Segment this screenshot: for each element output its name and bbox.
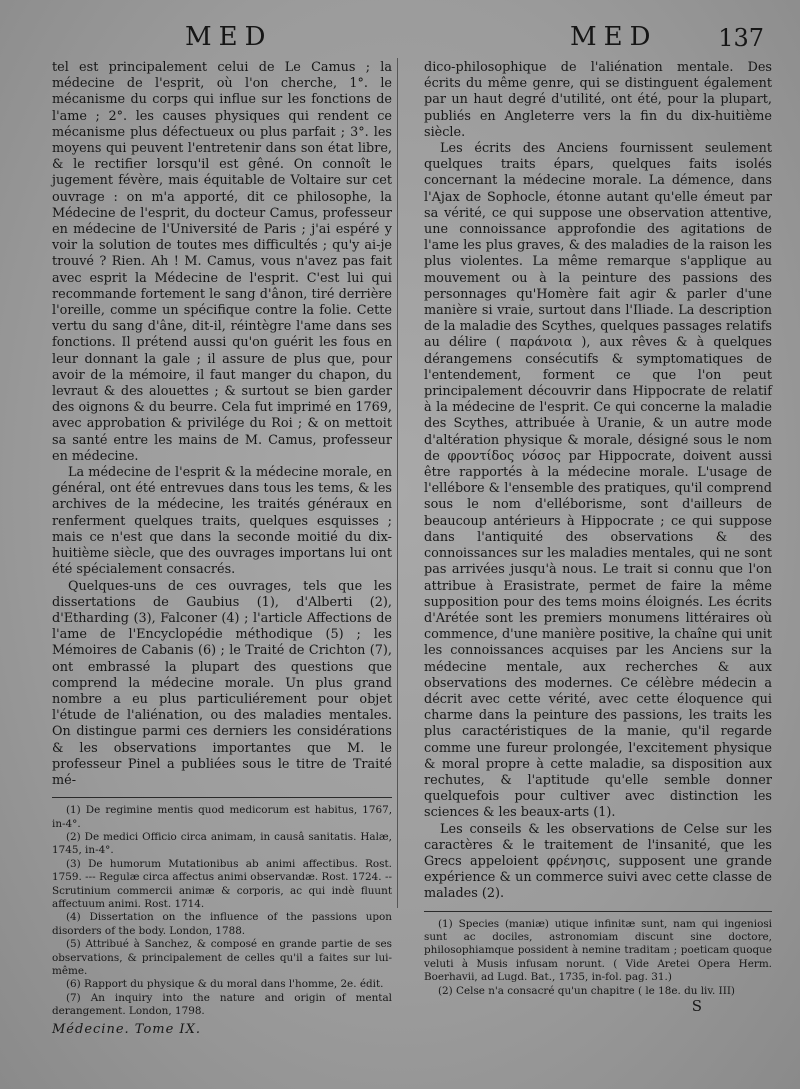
footnote-right-1: (1) Species (maniæ) utique infinitæ sunt, nam qui ingeniosi sunt ac dociles, astronomiam discunt sine doctore, philosophiamque possident à nemine traditam ; poeticam quoque veluti à Musis infusam norunt. ( Vide Aretei Opera Herm. Boerhavii, ad Lugd. Bat., 1735, in-fol. pag. 31.) (424, 917, 772, 984)
right-paragraph-2: Les écrits des Anciens fournissent seulement quelques traits épars, quelques faits isolés concernant la médecine morale. La démence, dans l'Ajax de Sophocle, étonne autant qu'elle émeut par sa vérité, ce qui suppose une observation attentive, une connoissance approfondie des agitations de l'ame les plus graves, & des maladies de la raison les plus violentes. La même remarque s'applique au mouvement ou à la peinture des passions des personnages qu'Homère fait agir & parler d'une manière si vraie, surtout dans l'Iliade. La description de la maladie des Scythes, quelques passages relatifs au délire ( παράνοια ), aux rêves & à quelques dérangemens consécutifs & symptomatiques de l'entendement, forment ce que l'on peut principalement découvrir dans Hippocrate de relatif à la médecine de l'esprit. Ce qui concerne la maladie des Scythes, attribuée à Uranie, & un autre mode d'altération physique & morale, désigné sous le nom de φροντίδος νόσος par Hippocrate, doivent aussi être rapportés à la médecine morale. L'usage de l'ellébore & l'ensemble des pratiques, qu'il comprend sous le nom d'elléborisme, sont d'ailleurs de beaucoup antérieurs à Hippocrate ; ce qui suppose dans l'antiquité des observations & des connoissances sur les maladies mentales, qui ne sont pas arrivées jusqu'à nous. Le trait si connu que l'on attribue à Erasistrate, permet de faire la même supposition pour des tems moins éloignés. Les écrits d'Arétée sont les premiers monumens littéraires où commence, d'une manière positive, la chaîne qui unit les connoissances acquises par les Anciens sur la médecine mentale, aux recherches & aux observations des modernes. Ce célèbre médecin a décrit avec cette vérité, avec cette éloquence qui charme dans la peinture des passions, les traits les plus caractéristiques de la manie, qu'il regarde comme une fureur prolongée, l'excitement physique & moral propre à cette maladie, sa disposition aux rechutes, & l'aptitude qu'elle semble donner quelquefois pour cultiver avec distinction les sciences & les beaux-arts (1). (424, 141, 772, 821)
signature-mark: S (691, 997, 702, 1015)
right-footnotes (424, 918, 772, 998)
right-paragraph-1: dico-philosophique de l'aliénation mentale. Des écrits du même genre, qui se distinguent également par un haut degré d'utilité, ont été, pour la plupart, publiés en Angleterre vers la fin du dix-huitième siècle. (424, 60, 772, 140)
footnote-right-2: (2) Celse n'a consacré qu'un chapitre ( le 18e. du liv. III) (438, 984, 735, 997)
text-columns (40, 60, 772, 1038)
footnote-6: (6) Rapport du physique & du moral dans l'homme, 2e. édit. (66, 978, 384, 991)
column-divider (397, 58, 398, 908)
page-number: 137 (718, 24, 764, 52)
running-head (40, 22, 772, 54)
running-head-right: MED (570, 22, 658, 52)
left-footnotes (52, 804, 392, 1019)
left-paragraph-1: tel est principalement celui de Le Camus ; la médecine de l'esprit, où l'on cherche, 1°. le mécanisme du corps qui influe sur les fonctions de l'ame ; 2°. les causes physiques qui rendent ce mécanisme plus défectueux ou plus parfait ; 3°. les moyens qui peuvent l'entretenir dans son état libre, & le rectifier lorsqu'il est gêné. On connoît le jugement févère, mais équitable de Voltaire sur cet ouvrage : on m'a apporté, dit ce philosophe, la Médecine de l'esprit, du docteur Camus, professeur en médecine de l'Université de Paris ; j'ai espéré y voir la solution de toutes mes difficultés ; qu'y ai-je trouvé ? Rien. Ah ! M. Camus, vous n'avez pas fait avec esprit la Médecine de l'esprit. C'est lui qui recommande fortement le sang d'ânon, tiré derrière l'oreille, comme un spécifique contre la folie. Cette vertu du sang d'âne, dit-il, réintègre l'ame dans ses fonctions. Il prétend aussi qu'on guérit les fous en leur donnant la gale ; il assure de plus que, pour avoir de la mémoire, il faut manger du chapon, du levraut & des alouettes ; & surtout se bien garder des oignons & du beurre. Cela fut imprimé en 1769, avec approbation & privilége du Roi ; & on mettoit sa santé entre les mains de M. Camus, professeur en médecine. (52, 60, 392, 464)
footnote-rule-right (424, 911, 772, 912)
footnote-1: (1) De regimine mentis quod medicorum est habitus, 1767, in-4°. (52, 804, 392, 830)
volume-signature: Médecine. Tome IX. (52, 1021, 201, 1037)
footnote-7: (7) An inquiry into the nature and origin of mental derangement. London, 1798. (52, 991, 392, 1018)
footnote-3: (3) De humorum Mutationibus ab animi affectibus. Rost. 1759. --- Regulæ circa affectus animi observandæ. Rost. 1724. -- Scrutinium commercii animæ & corporis, ac qui indè fluunt affectuum animi. Rost. 1714. (52, 857, 392, 910)
left-column (52, 60, 392, 1038)
right-column (424, 60, 772, 1038)
footnote-5: (5) Attribué à Sanchez, & composé en grande partie de ses observations, & principalement de celles qu'il a faites sur lui-même. (52, 938, 392, 978)
footnote-4: (4) Dissertation on the influence of the passions upon disorders of the body. London, 1788. (52, 911, 392, 937)
running-head-left: MED (185, 22, 273, 52)
footnote-rule (52, 797, 392, 798)
footnote-2: (2) De medici Officio circa animam, in causâ sanitatis. Halæ, 1745, in-4°. (52, 830, 392, 857)
left-paragraph-3: Quelques-uns de ces ouvrages, tels que les dissertations de Gaubius (1), d'Alberti (2), d'Etharding (3), Falconer (4) ; l'article Affections de l'ame de l'Encyclopédie méthodique (5) ; les Mémoires de Cabanis (6) ; le Traité de Crichton (7), ont embrassé la plupart des questions que comprend la médecine morale. Un plus grand nombre a eu plus particuliérement pour objet l'étude de l'aliénation, ou des maladies mentales. On distingue parmi ces derniers les considérations & les observations importantes que M. le professeur Pinel a publiées sous le titre de Traité mé- (52, 578, 392, 788)
left-paragraph-2: La médecine de l'esprit & la médecine morale, en général, ont été entrevues dans tous les tems, & les archives de la médecine, les traités généraux en renferment quelques traits, quelques esquisses ; mais ce n'est que dans la seconde moitié du dix-huitième siècle, que des ouvrages importans lui ont été spécialement consacrés. (52, 465, 392, 578)
right-paragraph-3: Les conseils & les observations de Celse sur les caractères & le traitement de l'insanité, que les Grecs appeloient φρένησις, supposent une grande expérience & un commerce suivi avec cette classe de malades (2). (424, 821, 772, 902)
